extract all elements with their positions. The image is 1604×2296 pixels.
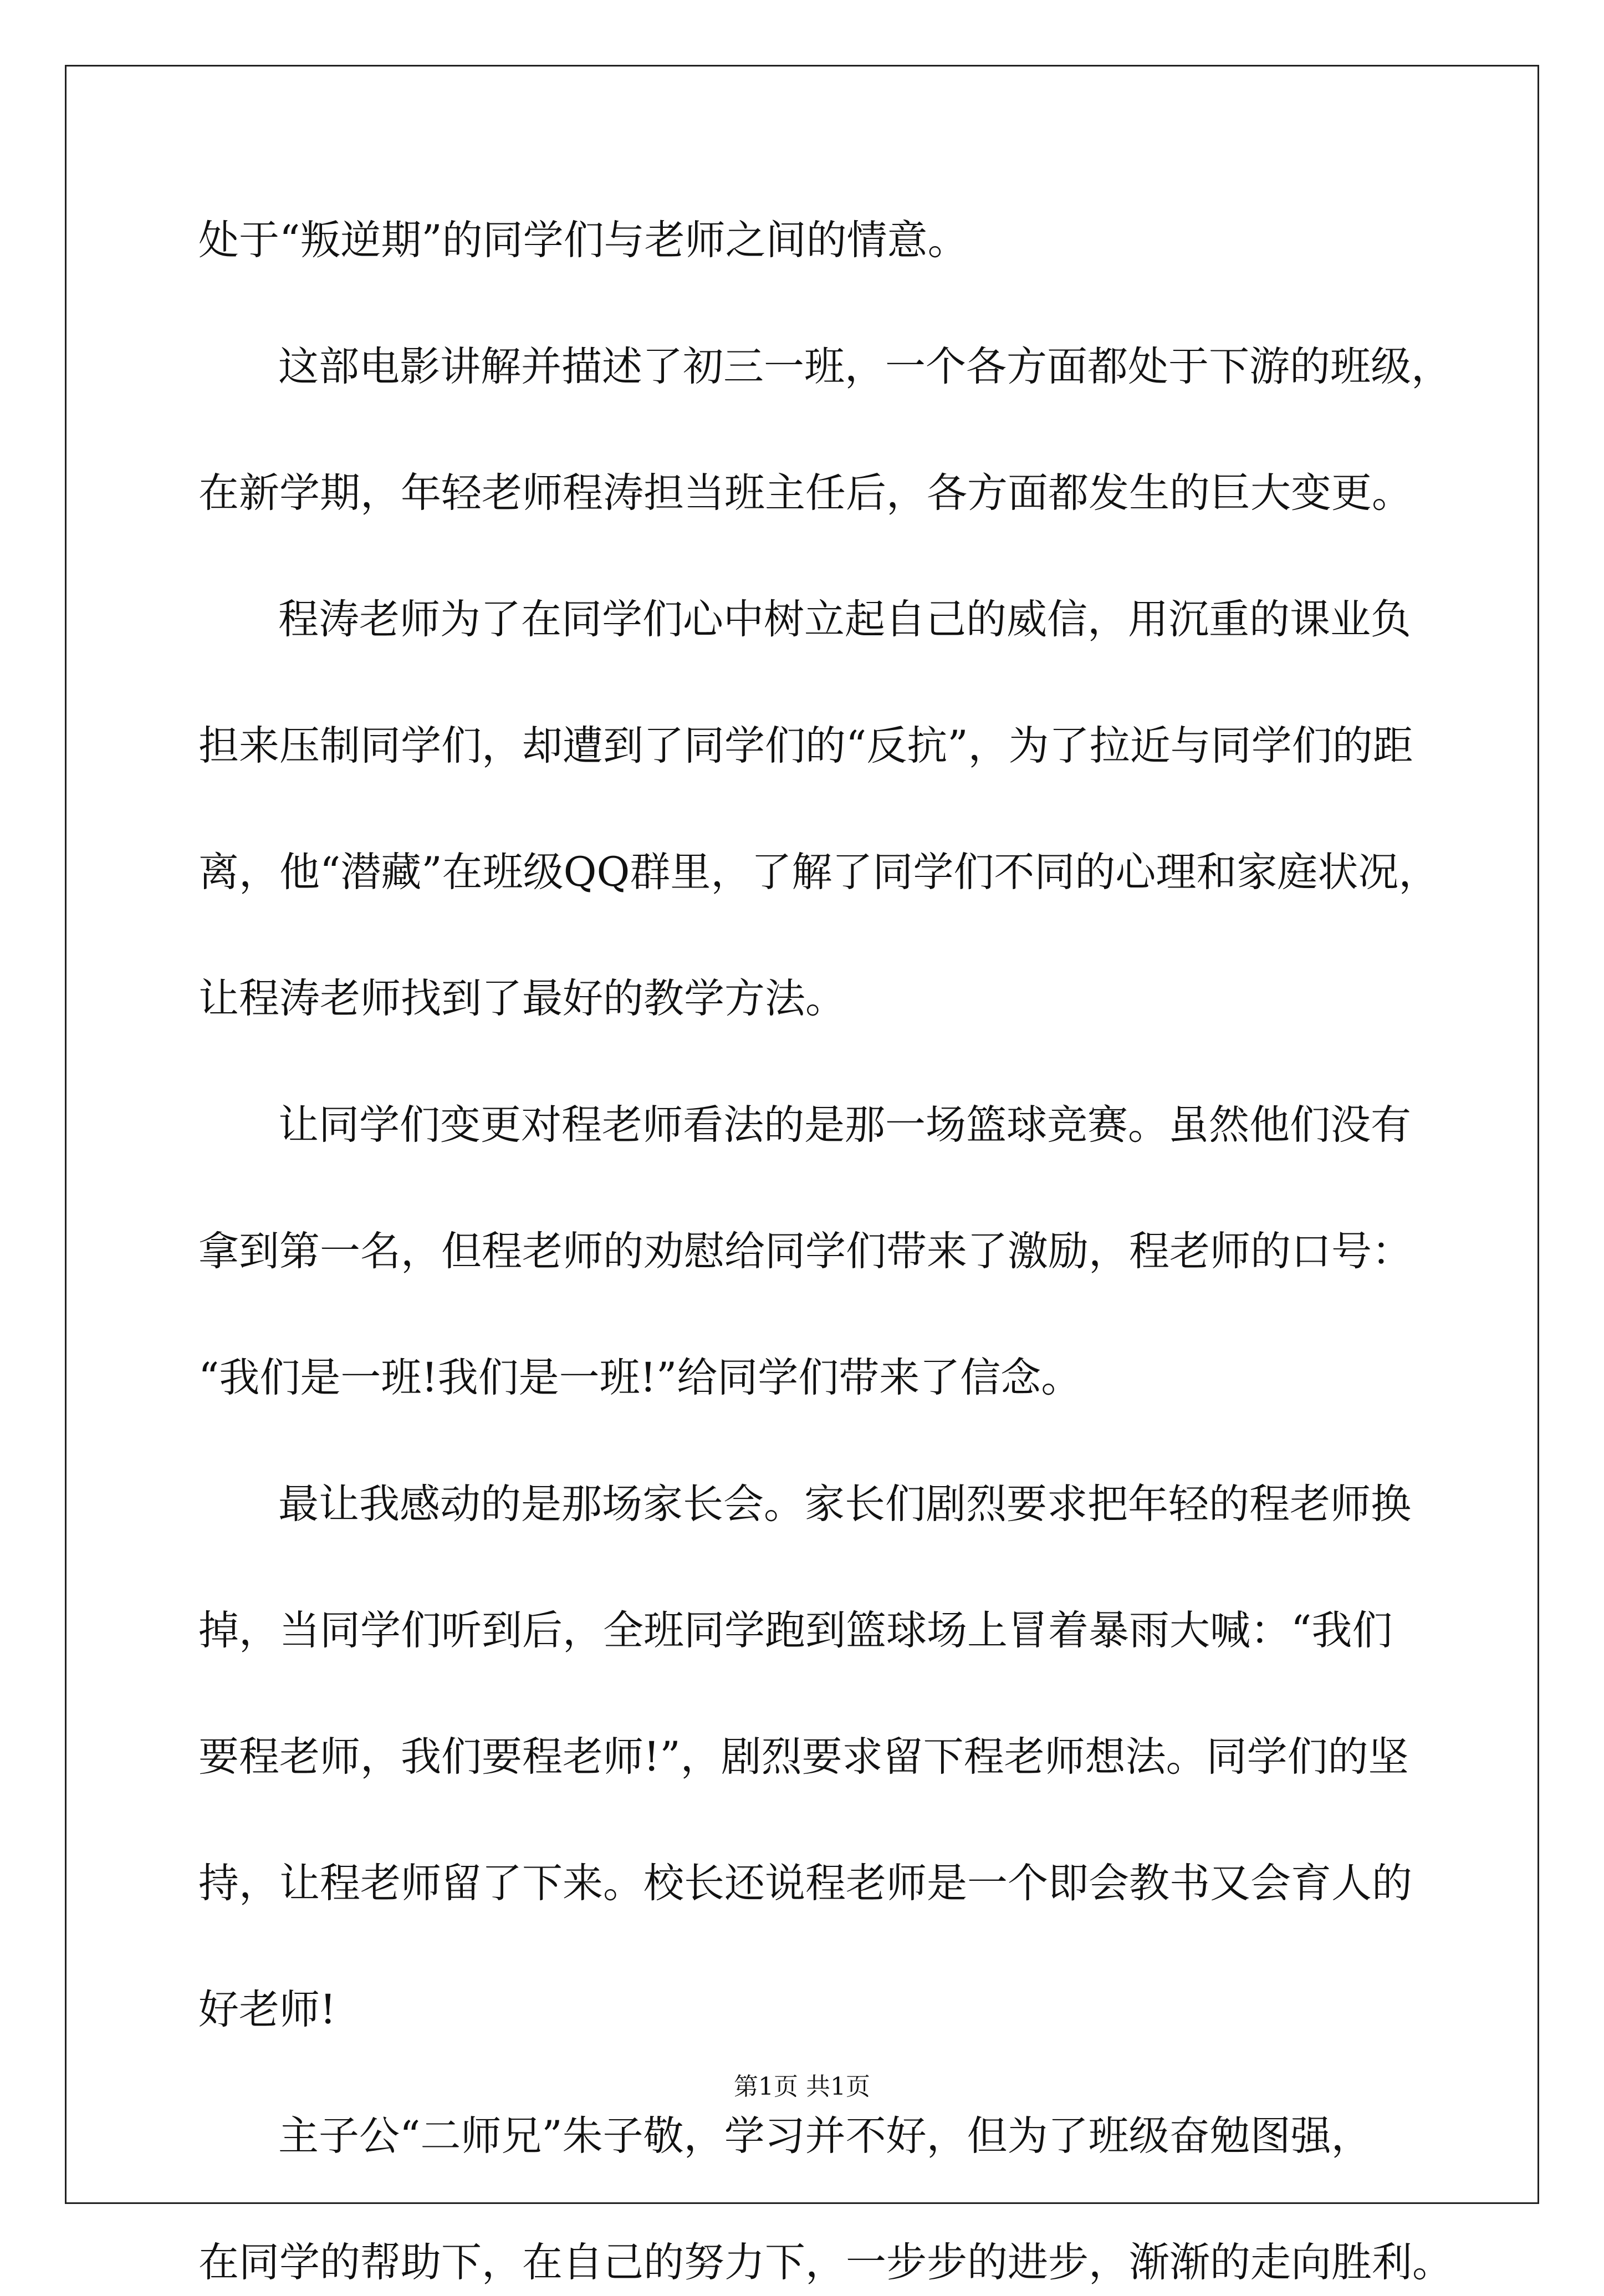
text-line: 在新学期，年轻老师程涛担当班主任后，各方面都发生的巨大变更。 <box>198 470 1412 517</box>
page-number-footer: 第1页 共1页 <box>734 2073 870 2101</box>
text-line: 拿到第一名，但程老师的劝慰给同学们带来了激励，程老师的口号： <box>198 1228 1412 1275</box>
text-line: 在同学的帮助下，在自己的努力下，一步步的进步，渐渐的走向胜利。 <box>198 2239 1453 2286</box>
text-line: 离，他“潜藏”在班级QQ群里，了解了同学们不同的心理和家庭状况， <box>198 849 1439 896</box>
text-line: 要程老师，我们要程老师!”，剧烈要求留下程老师想法。同学们的坚 <box>198 1733 1409 1780</box>
text-line: “我们是一班!我们是一班!”给同学们带来了信念。 <box>198 1354 1082 1401</box>
paragraph-start-line: 这部电影讲解并描述了初三一班，一个各方面都处于下游的班级， <box>278 343 1452 390</box>
text-line: 让程涛老师找到了最好的教学方法。 <box>198 975 846 1022</box>
paragraph-start-line: 主子公“二师兄”朱子敬，学习并不好，但为了班级奋勉图强， <box>278 2113 1372 2160</box>
paragraph-start-line: 让同学们变更对程老师看法的是那一场篮球竞赛。虽然他们没有 <box>278 1101 1411 1149</box>
text-line: 处于“叛逆期”的同学们与老师之间的情意。 <box>198 217 968 264</box>
text-line: 好老师! <box>198 1986 336 2033</box>
paragraph-start-line: 程涛老师为了在同学们心中树立起自己的威信，用沉重的课业负 <box>278 596 1411 643</box>
text-line: 掉，当同学们听到后，全班同学跑到篮球场上冒着暴雨大喊：“我们 <box>198 1607 1393 1654</box>
text-line: 持，让程老师留了下来。校长还说程老师是一个即会教书又会育人的 <box>198 1860 1412 1907</box>
text-line: 担来压制同学们，却遭到了同学们的“反抗”，为了拉近与同学们的距 <box>198 722 1413 769</box>
paragraph-start-line: 最让我感动的是那场家长会。家长们剧烈要求把年轻的程老师换 <box>278 1481 1411 1528</box>
